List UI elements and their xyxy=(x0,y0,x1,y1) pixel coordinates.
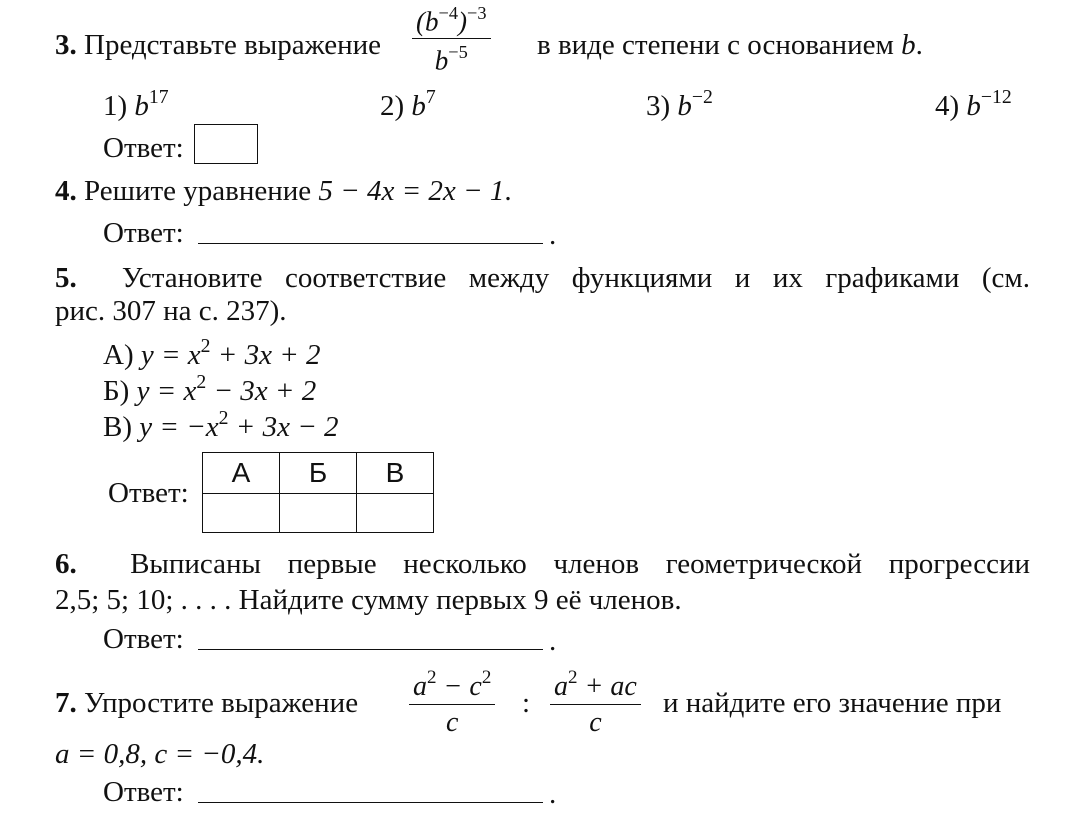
q6-answer-line[interactable] xyxy=(198,649,543,650)
q4-answer-line[interactable] xyxy=(198,243,543,244)
q5-function-c: В) $y = -x^2 + 3x - 2$ xyxy=(103,407,339,444)
q7-number: 7. xyxy=(55,687,77,719)
q5-answer-cell-b[interactable] xyxy=(280,494,357,533)
q7-fraction-1 xyxy=(409,668,495,737)
q3-text-after-wrap xyxy=(537,31,923,60)
q3-text-after-end: . xyxy=(915,29,923,61)
q4-equation: 5 − 4x = 2x − 1 xyxy=(318,175,505,207)
q7-divide-sign: : xyxy=(522,687,531,719)
q6-answer-end: . xyxy=(549,625,557,657)
q3-fraction-denominator: $b^{-5}$ xyxy=(434,42,468,76)
q5-answer-cell-c[interactable] xyxy=(357,494,434,533)
q6-number: 6. xyxy=(55,548,77,580)
q5-line2: рис. 307 на с. 237). xyxy=(55,295,287,327)
q7-answer-end: . xyxy=(549,778,557,810)
q7-fraction-2 xyxy=(550,668,641,737)
q6-line1: 6. Выписаны первые несколько членов геометрической прогрессии xyxy=(55,548,1030,580)
q7-text-after: и найдите его значение при xyxy=(663,687,1002,719)
q7-fraction-2-numerator: $a^2$ + ac xyxy=(550,668,641,705)
q5-function-a: А) $y = x^2 + 3x + 2$ xyxy=(103,335,321,372)
q7-answer-line[interactable] xyxy=(198,802,543,803)
q6-answer-label: Ответ: xyxy=(103,623,184,655)
q4-answer-end: . xyxy=(549,219,557,251)
q3-option-2: 2) $b^7$ xyxy=(380,86,436,123)
q5-answer-table xyxy=(202,452,434,533)
q7-fraction-1-denominator: c xyxy=(445,706,459,738)
q3-number: 3. xyxy=(55,29,77,61)
q5-line1: 5. Установите соответствие между функциями и их графиками (см. xyxy=(55,262,1031,294)
q7-prompt xyxy=(55,689,358,718)
q3-text-after: в виде степени с основанием xyxy=(537,29,894,61)
q5-table-header-c: В xyxy=(357,453,434,494)
q6-task: Найдите сумму первых 9 её членов. xyxy=(238,584,682,616)
q5-number: 5. xyxy=(55,262,77,294)
q5-answer-cell-a[interactable] xyxy=(203,494,280,533)
q4-answer-label: Ответ: xyxy=(103,217,184,249)
q3-answer-box[interactable] xyxy=(194,124,258,164)
q5-table-header-b: Б xyxy=(280,453,357,494)
q3-option-1: 1) $b^{17}$ xyxy=(103,86,169,123)
q3-fraction xyxy=(412,4,491,75)
q3-fraction-numerator: $(b^{-4})^{-3}$ xyxy=(412,4,491,39)
q5-function-b: Б) $y = x^2 - 3x + 2$ xyxy=(103,371,317,408)
q7-answer-label: Ответ: xyxy=(103,776,184,808)
q6-sequence: 2,5; 5; 10; . . . . xyxy=(55,584,232,616)
q5-table-header-a: А xyxy=(203,453,280,494)
q5-answer-label: Ответ: xyxy=(108,477,189,509)
q6-line2 xyxy=(55,586,682,615)
q3-base-var: b xyxy=(901,29,916,61)
q7-fraction-1-numerator: $a^2 - c^2$ xyxy=(409,668,495,705)
q3-text-before: Представьте выражение xyxy=(84,29,382,61)
q3-option-3: 3) $b^{-2}$ xyxy=(646,86,713,123)
q7-fraction-2-denominator: c xyxy=(589,706,602,738)
q3-option-4: 4) $b^{-12}$ xyxy=(935,86,1012,123)
q7-values: a = 0,8, c = −0,4. xyxy=(55,738,265,770)
q3-prompt xyxy=(55,31,381,60)
q4-number: 4. xyxy=(55,175,77,207)
q3-answer-label: Ответ: xyxy=(103,132,184,164)
q4-prompt: 4. Решите уравнение 5 − 4x = 2x − 1. xyxy=(55,175,512,207)
q7-text-before: Упростите выражение xyxy=(84,687,359,719)
q4-text: Решите уравнение xyxy=(84,175,312,207)
